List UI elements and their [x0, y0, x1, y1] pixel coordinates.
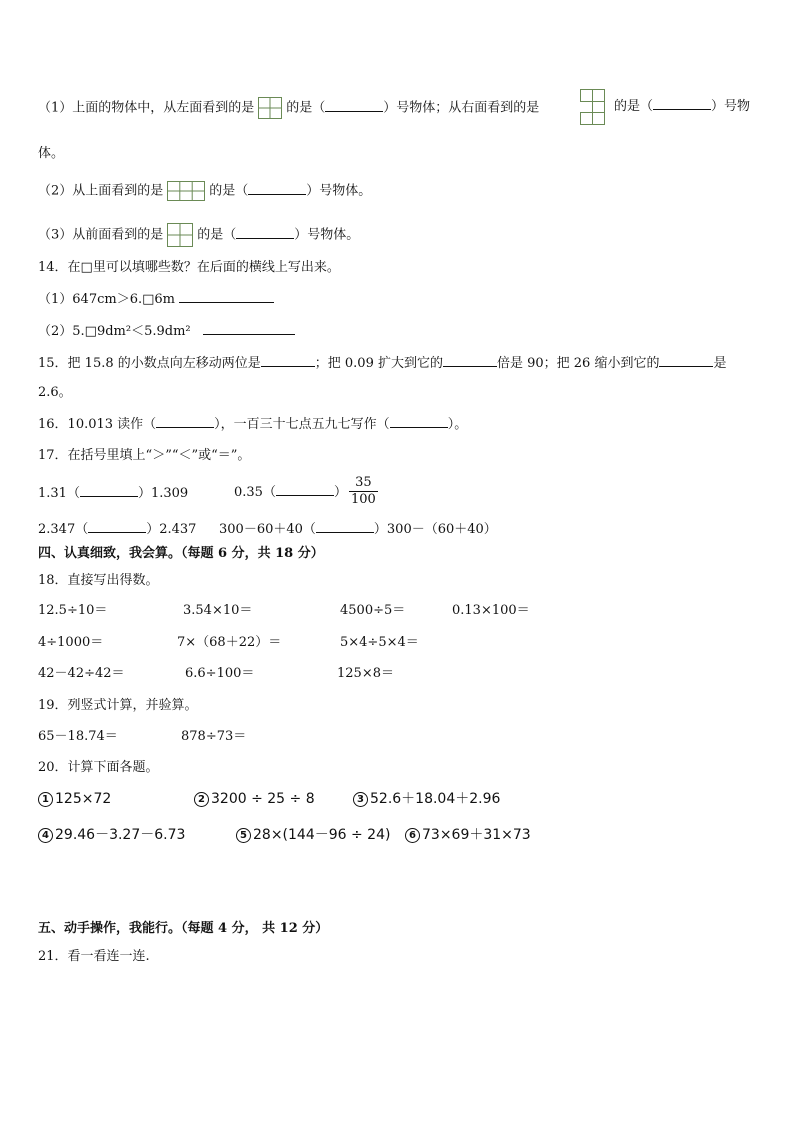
left-view-icon: [258, 97, 282, 119]
q14-part1: [38, 290, 274, 309]
q13-part3: [38, 223, 359, 247]
q21-title: 21．看一看连一连.: [38, 949, 150, 964]
q18-r3c3: 125×8＝: [337, 666, 394, 681]
q16-c: ）。: [447, 417, 468, 432]
q13-part1: [38, 97, 539, 119]
top-view-icon: [167, 181, 205, 201]
q17-row2-right: [219, 520, 497, 539]
answer-blank[interactable]: [659, 354, 713, 367]
answer-blank[interactable]: [653, 97, 711, 110]
q13-p3-end: 的是（: [197, 227, 237, 243]
item-number-badge: 4: [38, 828, 53, 843]
q19-title: 19．列竖式计算，并验算。: [38, 698, 198, 713]
q15-d: 是: [713, 356, 727, 371]
q19-item2: 878÷73＝: [181, 729, 247, 744]
answer-blank[interactable]: [88, 520, 146, 533]
q13-p2-end: 的是（: [209, 183, 249, 199]
q20-item1-expr: 125×72: [55, 791, 112, 807]
q18-r3c2: 6.6÷100＝: [185, 666, 255, 681]
q13-p1-mid2: ）号物体；从右面看到的是: [383, 100, 540, 116]
answer-blank[interactable]: [325, 99, 383, 112]
q20-item4-expr: 29.46－3.27－6.73: [55, 827, 186, 843]
q16-a: 16．10.013 读作（: [38, 417, 157, 432]
q13-p2-end2: ）号物体。: [306, 183, 372, 199]
answer-blank[interactable]: [390, 415, 448, 428]
item-number-badge: 2: [194, 792, 209, 807]
item-number-badge: 5: [236, 828, 251, 843]
q17-r1d: ）: [333, 484, 347, 500]
q16-line: [38, 415, 467, 434]
fraction-numerator: 35: [355, 475, 372, 490]
q20-item4: [38, 826, 185, 844]
answer-blank[interactable]: [276, 483, 334, 496]
q17-r1b: ）1.309: [137, 486, 189, 501]
q14-p2-text: （2）5.□9dm²＜5.9dm²: [38, 324, 191, 339]
q20-item1: [38, 790, 111, 808]
q13-p1-prefix: （1）上面的物体中，从左面看到的是: [38, 100, 255, 116]
q17-r2c: 300－60＋40（: [219, 522, 316, 537]
answer-line[interactable]: [203, 322, 295, 335]
q15-a: 15．把 15.8 的小数点向左移动两位是: [38, 356, 261, 371]
right-view-icon: [580, 89, 606, 125]
item-number-badge: 1: [38, 792, 53, 807]
q15-line: [38, 354, 726, 373]
q16-b: ），一百三十七点五九七写作（: [214, 417, 390, 432]
q14-part2: [38, 322, 295, 341]
q20-title: 20．计算下面各题。: [38, 760, 159, 775]
answer-line[interactable]: [179, 290, 274, 303]
answer-blank[interactable]: [236, 226, 294, 239]
q20-item5: [236, 826, 390, 844]
q20-item3: [353, 790, 500, 808]
q13-p3-end2: ）号物体。: [294, 227, 360, 243]
answer-blank[interactable]: [80, 484, 138, 497]
q17-r2b: ）2.437: [146, 522, 197, 537]
q20-item3-expr: 52.6＋18.04＋2.96: [370, 791, 501, 807]
answer-blank[interactable]: [248, 182, 306, 195]
q13-p3-prefix: （3）从前面看到的是: [38, 227, 164, 243]
item-number-badge: 6: [405, 828, 420, 843]
fraction-denominator: 100: [350, 492, 376, 507]
q18-r1c4: 0.13×100＝: [452, 603, 530, 618]
fraction: [349, 475, 378, 508]
front-view-icon: [167, 223, 193, 247]
q18-r1c2: 3.54×10＝: [183, 603, 253, 618]
item-number-badge: 3: [353, 792, 368, 807]
q17-row2-left: [38, 520, 196, 539]
q20-item2: [194, 790, 315, 808]
q18-r2c2: 7×（68＋22）＝: [177, 635, 282, 650]
q13-part1-end: [614, 97, 750, 116]
q17-row1-left: [38, 484, 188, 503]
q19-item1: 65－18.74＝: [38, 729, 118, 744]
q13-p1-end: 的是（: [614, 99, 654, 114]
answer-blank[interactable]: [156, 415, 214, 428]
right-view-figure: [580, 89, 606, 131]
section4-title: 四、认真细致，我会算。（每题 6 分，共 18 分）: [38, 546, 324, 561]
q13-p2-prefix: （2）从上面看到的是: [38, 183, 164, 199]
q17-r1c: 0.35（: [234, 484, 276, 500]
q18-r1c1: 12.5÷10＝: [38, 603, 108, 618]
answer-blank[interactable]: [443, 354, 497, 367]
q15-wrap: 2.6。: [38, 385, 72, 400]
q17-r2a: 2.347（: [38, 522, 89, 537]
q20-item6-expr: 73×69＋31×73: [422, 827, 531, 843]
section5-title: 五、动手操作，我能行。（每题 4 分， 共 12 分）: [38, 921, 329, 936]
q13-p1-end2: ）号物: [711, 99, 751, 114]
q14-title: 14．在□里可以填哪些数？在后面的横线上写出来。: [38, 260, 340, 275]
q17-title: 17．在括号里填上“＞”“＜”或“＝”。: [38, 448, 251, 463]
q13-p1-wrap: 体。: [38, 146, 65, 161]
q20-item6: [405, 826, 531, 844]
q15-b: ；把 0.09 扩大到它的: [314, 356, 443, 371]
q17-r1a: 1.31（: [38, 486, 80, 501]
q17-r2d: ）300－（60＋40）: [373, 522, 497, 537]
q14-p1-text: （1）647cm＞6.□6m: [38, 292, 175, 307]
q18-r2c3: 5×4÷5×4＝: [340, 635, 419, 650]
answer-blank[interactable]: [261, 354, 315, 367]
q18-title: 18．直接写出得数。: [38, 573, 159, 588]
q18-r2c1: 4÷1000＝: [38, 635, 104, 650]
q13-p1-mid: 的是（: [286, 100, 326, 116]
q15-c: 倍是 90；把 26 缩小到它的: [496, 356, 660, 371]
q20-item5-expr: 28×(144－96 ÷ 24): [253, 827, 391, 843]
q18-r1c3: 4500÷5＝: [340, 603, 406, 618]
q18-r3c1: 42－42÷42＝: [38, 666, 125, 681]
q20-item2-expr: 3200 ÷ 25 ÷ 8: [211, 791, 315, 807]
q13-part2: [38, 181, 371, 201]
answer-blank[interactable]: [316, 520, 374, 533]
q17-row1-right: [234, 475, 378, 508]
